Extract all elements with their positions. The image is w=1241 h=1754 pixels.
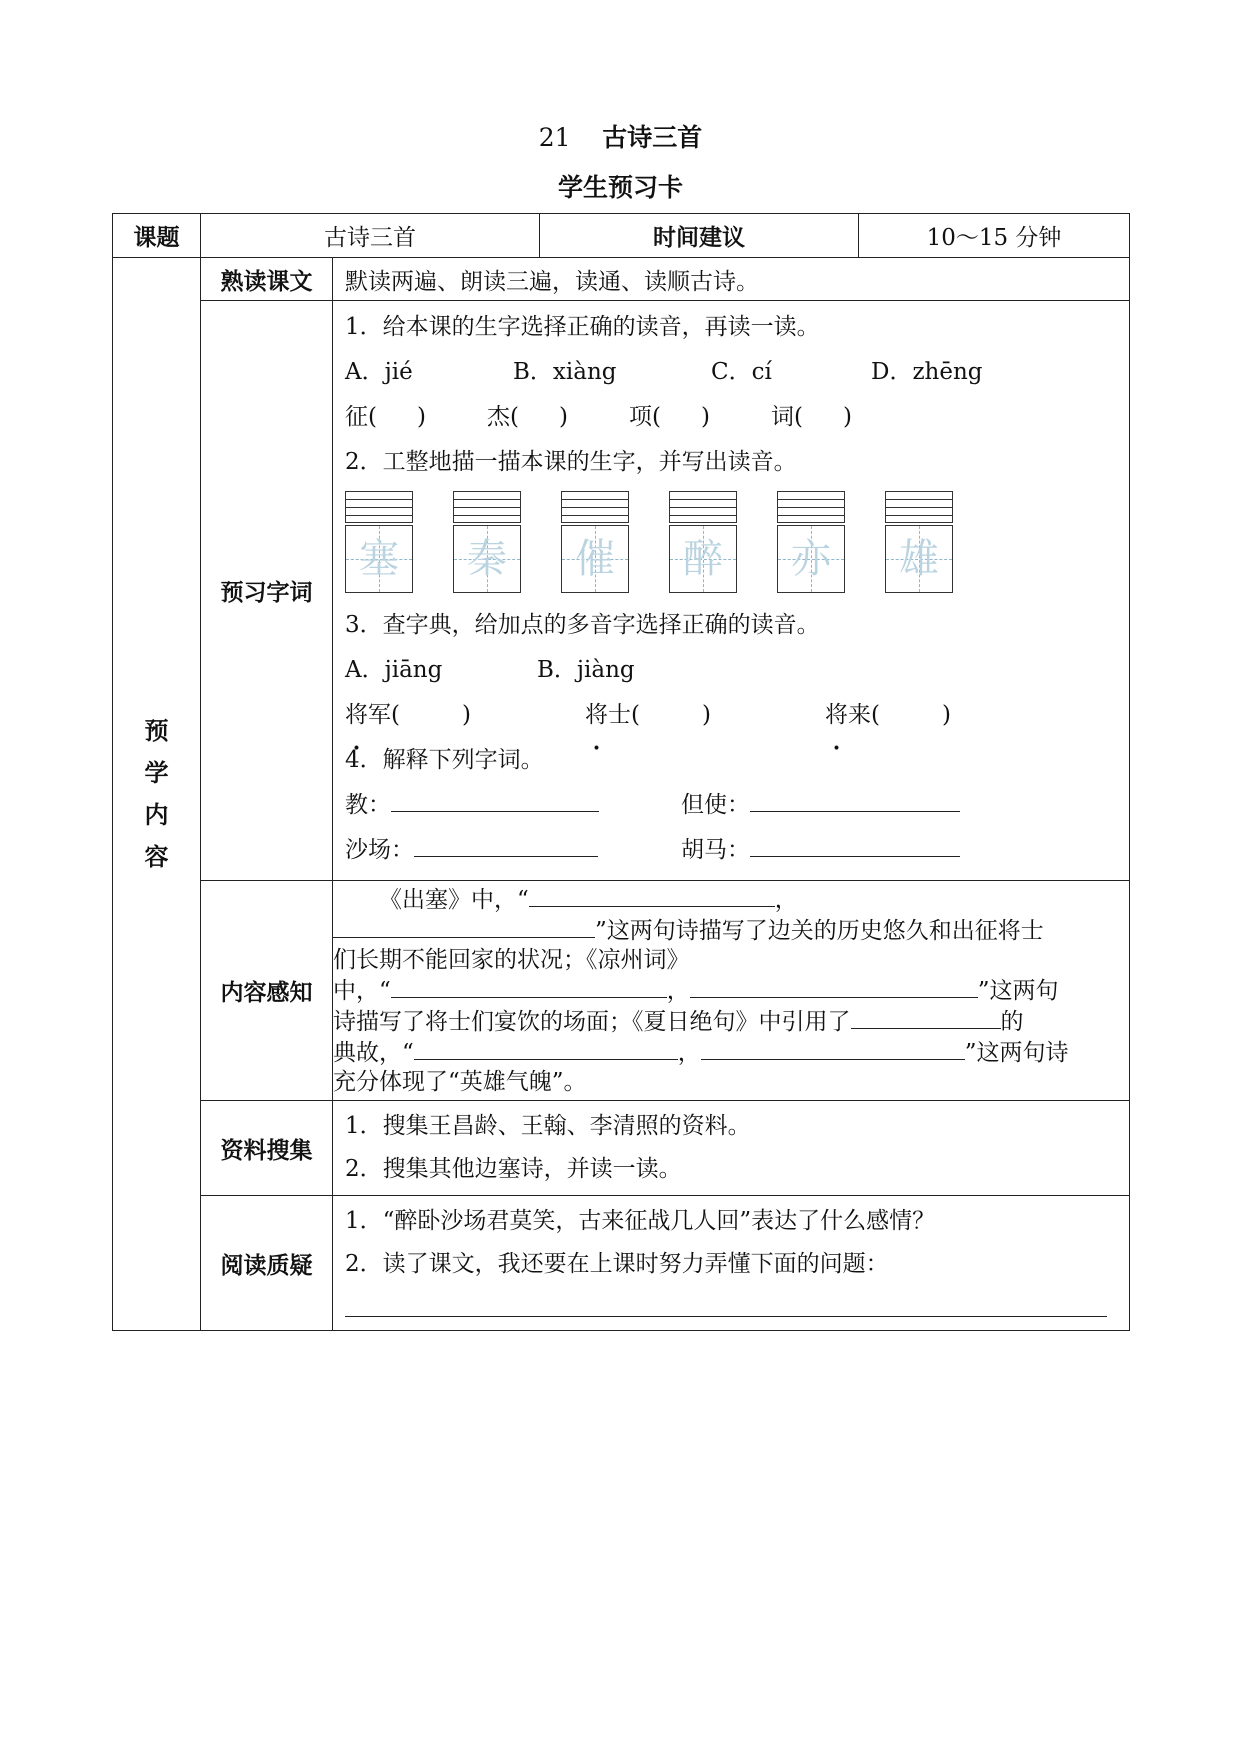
- words-content: [333, 301, 1130, 881]
- q4-row-2: [345, 828, 1117, 873]
- preview-card-table: [112, 213, 1130, 1331]
- blank-huma[interactable]: [750, 834, 960, 857]
- time-label: 时间建议: [540, 214, 859, 258]
- pinyin-lines: [777, 491, 845, 523]
- tracing-grid: [345, 485, 1117, 603]
- lesson-name: 古诗三首: [602, 123, 703, 152]
- questions-label: 阅读质疑: [201, 1196, 333, 1331]
- section-char: 内: [144, 801, 169, 829]
- trace-char: 塞: [359, 536, 399, 582]
- answer-zheng[interactable]: 征( ): [345, 404, 426, 430]
- option-a: A．jié: [345, 359, 413, 385]
- blank-chusai-2[interactable]: [333, 915, 595, 938]
- info-row: [113, 214, 1130, 258]
- option-c: C．cí: [711, 359, 772, 385]
- answer-ci[interactable]: 词( ): [771, 404, 852, 430]
- content-text: 《出塞》中，“ ， ”这两句诗描写了边关的历史悠久和出征将士 们长期不能回家的状况；《凉州词》 中，“ ， ”这两句 诗描写了将士们宴饮的场面；《夏日绝句》中引用了 的 典故，“ ， ”这两句诗 充分体现了“英雄气魄”。: [333, 881, 1130, 1101]
- option-jiang1: A．jiāng: [345, 657, 443, 683]
- blank-allusion[interactable]: [851, 1006, 1001, 1029]
- section-char: 学: [144, 759, 169, 787]
- trace-cell[interactable]: [453, 491, 521, 599]
- q2-prompt: 2．工整地描一描本课的生字，并写出读音。: [345, 449, 797, 475]
- words-label: 预习字词: [201, 301, 333, 881]
- pinyin-lines: [345, 491, 413, 523]
- blank-jiao[interactable]: [391, 789, 599, 812]
- trace-cell[interactable]: [561, 491, 629, 599]
- trace-char: 秦: [467, 536, 507, 582]
- trace-cell[interactable]: [885, 491, 953, 599]
- card-title: 学生预习卡: [557, 173, 683, 202]
- pinyin-lines: [885, 491, 953, 523]
- q3-answers: [345, 693, 1117, 738]
- question-answer-line[interactable]: [345, 1294, 1107, 1317]
- trace-char: 醉: [683, 536, 723, 582]
- term-huma: 胡马：: [681, 828, 960, 873]
- trace-cell[interactable]: [345, 491, 413, 599]
- row-read: [113, 258, 1130, 301]
- questions-item: 1．“醉卧沙场君莫笑，古来征战几人回”表达了什么感情？: [345, 1208, 936, 1234]
- read-text: 默读两遍、朗读三遍，读通、读顺古诗。: [333, 258, 1130, 301]
- dotted-char: 将: [825, 702, 848, 728]
- term-jiao: 教：: [345, 783, 599, 828]
- trace-char: 亦: [791, 536, 831, 582]
- materials-item: 2．搜集其他边塞诗，并读一读。: [345, 1156, 682, 1182]
- answer-jiangshi[interactable]: 将士( ): [585, 693, 711, 738]
- trace-cell[interactable]: [777, 491, 845, 599]
- trace-char: 催: [575, 536, 615, 582]
- materials-label: 资料搜集: [201, 1101, 333, 1196]
- answer-xiang[interactable]: 项( ): [629, 404, 710, 430]
- dotted-char: 将: [345, 702, 368, 728]
- read-label: 熟读课文: [201, 258, 333, 301]
- blank-xiari-2[interactable]: [701, 1037, 965, 1060]
- option-d: D．zhēng: [871, 359, 983, 385]
- option-jiang4: B．jiàng: [537, 657, 635, 683]
- q4-prompt: 4．解释下列字词。: [345, 747, 544, 773]
- trace-cell[interactable]: [669, 491, 737, 599]
- pinyin-lines: [669, 491, 737, 523]
- blank-xiari-1[interactable]: [414, 1037, 678, 1060]
- section-char: 预: [144, 717, 169, 745]
- content-label: 内容感知: [201, 881, 333, 1101]
- term-danshi: 但使：: [681, 783, 960, 828]
- row-content: [113, 881, 1130, 1101]
- q3-prompt: 3．查字典，给加点的多音字选择正确的读音。: [345, 612, 820, 638]
- term-shachang: 沙场：: [345, 828, 598, 873]
- blank-danshi[interactable]: [750, 789, 960, 812]
- q4-row-1: [345, 783, 1117, 828]
- time-value: 10～15 分钟: [859, 214, 1130, 258]
- q1-prompt: 1．给本课的生字选择正确的读音，再读一读。: [345, 314, 820, 340]
- questions-item: 2．读了课文，我还要在上课时努力弄懂下面的问题：: [345, 1251, 889, 1277]
- dotted-char: 将: [585, 702, 608, 728]
- row-questions: [113, 1196, 1130, 1331]
- answer-jianglai[interactable]: 将来( ): [825, 693, 951, 738]
- pinyin-lines: [453, 491, 521, 523]
- row-words: [113, 301, 1130, 881]
- answer-jie[interactable]: 杰( ): [487, 404, 568, 430]
- q1-answers: [345, 395, 1117, 440]
- topic-label: 课题: [113, 214, 201, 258]
- answer-jiangjun[interactable]: 将军( ): [345, 693, 471, 738]
- materials-content: [333, 1101, 1130, 1196]
- blank-liangzhou-2[interactable]: [690, 975, 978, 998]
- section-char: 容: [144, 843, 169, 871]
- option-b: B．xiàng: [513, 359, 617, 385]
- section-label: [113, 258, 201, 1331]
- blank-chusai-1[interactable]: [529, 884, 775, 907]
- questions-content: [333, 1196, 1130, 1331]
- q1-options: [345, 350, 1117, 395]
- q3-options: [345, 648, 1117, 693]
- trace-char: 雄: [899, 536, 939, 582]
- row-materials: [113, 1101, 1130, 1196]
- blank-shachang[interactable]: [414, 834, 598, 857]
- pinyin-lines: [561, 491, 629, 523]
- blank-liangzhou-1[interactable]: [391, 975, 667, 998]
- lesson-number: 21: [538, 123, 571, 152]
- lesson-title: [0, 118, 1241, 154]
- topic-value: 古诗三首: [201, 214, 540, 258]
- materials-item: 1．搜集王昌龄、王翰、李清照的资料。: [345, 1113, 751, 1139]
